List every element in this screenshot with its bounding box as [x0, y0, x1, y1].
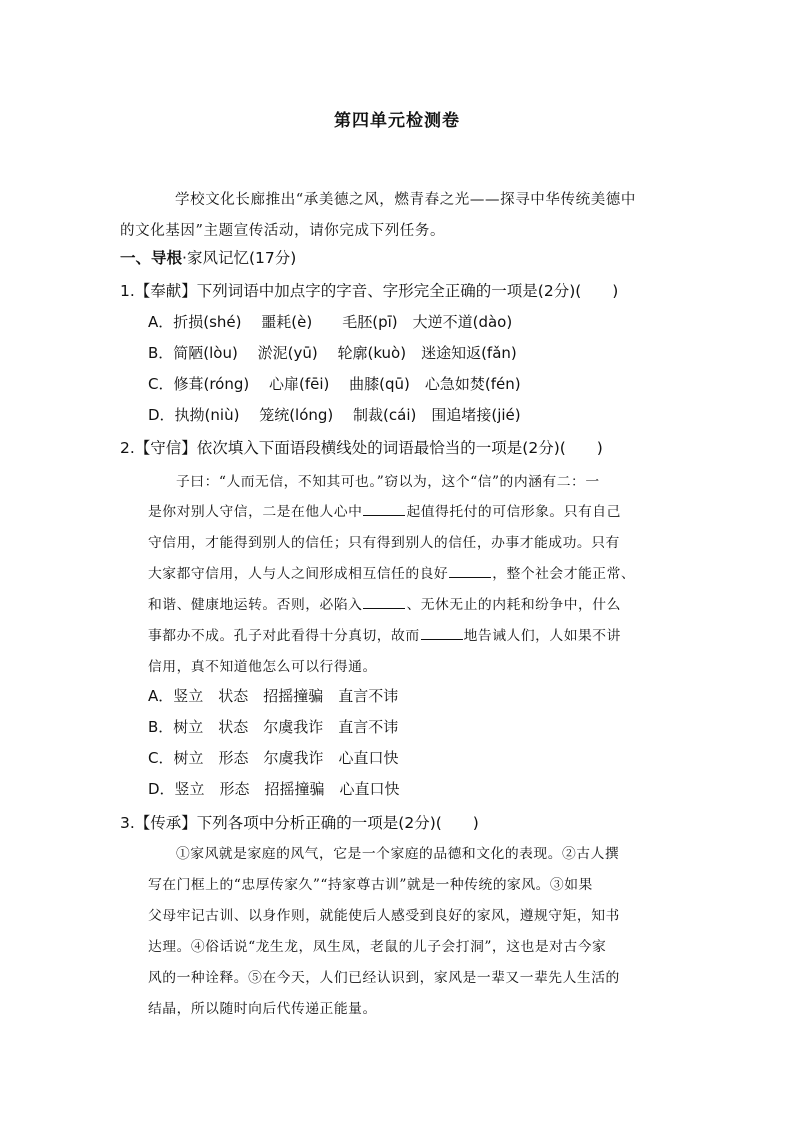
passage-line: 父母牢记古训、以身作则，就能使后人感受到良好的家风，遵规守矩，知书: [148, 908, 620, 924]
question-2-option-b[interactable]: B．树立 状态 尔虞我诈 直言不讳: [148, 718, 399, 736]
passage-line: [148, 593, 621, 613]
passage-text: 大家都守信用，人与人之间形成相互信任的良好: [148, 566, 449, 582]
passage-text: 信用，真不知道他怎么可以行得通。: [148, 659, 377, 675]
passage-line: [148, 500, 621, 520]
passage-line: [148, 624, 621, 644]
passage-text: 事都办不成。孔子对此看得十分真切，故而: [148, 628, 420, 644]
passage-line: 写在门框上的“忠厚传家久”“持家尊古训”就是一种传统的家风。③如果: [148, 877, 593, 893]
question-1-option-c[interactable]: C．修葺(róng) 心扉(fēi) 曲膝(qū) 心急如焚(fén): [148, 375, 521, 393]
question-1-option-d[interactable]: D．执拗(niù) 笼统(lóng) 制裁(cái) 围追堵接(jié): [148, 406, 521, 424]
intro-line: 学校文化长廊推出“承美德之风，燃青春之光——探寻中华传统美德中: [175, 192, 637, 208]
question-2-stem: 2.【守信】依次填入下面语段横线处的词语最恰当的一项是(2分)( ): [120, 439, 603, 457]
passage-line: [148, 531, 620, 551]
page-title: 第四单元检测卷: [334, 111, 460, 131]
intro-line: 的文化基因”主题宣传活动，请你完成下列任务。: [120, 223, 446, 239]
passage-text: 守信用，才能得到别人的信任；只有得到别人的信任，办事才能成功。只有: [148, 535, 620, 551]
question-1-stem: 1.【奉献】下列词语中加点字的字音、字形完全正确的一项是(2分)( ): [120, 282, 619, 300]
passage-line: 风的一种诠释。⑤在今天，人们已经认识到，家风是一辈又一辈先人生活的: [148, 970, 620, 986]
passage-text: 子曰：“人而无信，不知其可也。”窃以为，这个“信”的内涵有二：一: [176, 474, 600, 490]
section-subtitle: ·家风记忆(17分): [182, 249, 297, 267]
passage-text: 地告诫人们，人如果不讲: [463, 628, 621, 644]
section-heading: [120, 246, 296, 268]
fill-blank[interactable]: [449, 565, 491, 578]
passage-text: 是你对别人守信，二是在他人心中: [148, 504, 363, 520]
passage-text: 、无休无止的内耗和纷争中，什么: [406, 597, 621, 613]
passage-line: 达理。④俗话说“龙生龙，凤生凤，老鼠的儿子会打洞”，这也是对古今家: [148, 939, 607, 955]
passage-text: ，整个社会才能正常、: [492, 566, 636, 582]
passage-line: [176, 470, 600, 490]
passage-line: ①家风就是家庭的风气，它是一个家庭的品德和文化的表现。②古人撰: [176, 846, 620, 862]
passage-line: [148, 655, 377, 675]
section-label: 一、导根: [120, 249, 183, 267]
passage-line: 结晶，所以随时向后代传递正能量。: [148, 1001, 377, 1017]
passage-text: 和谐、健康地运转。否则，必陷入: [148, 597, 363, 613]
question-3-stem: 3.【传承】下列各项中分析正确的一项是(2分)( ): [120, 814, 479, 832]
fill-blank[interactable]: [363, 503, 405, 516]
question-1-option-b[interactable]: B．简陋(lòu) 淤泥(yū) 轮廓(kuò) 迷途知返(fǎn): [148, 344, 517, 362]
passage-text: 起值得托付的可信形象。只有自己: [406, 504, 621, 520]
question-1-option-a[interactable]: A．折损(shé) 噩耗(è) 毛胚(pī) 大逆不道(dào): [148, 313, 513, 331]
fill-blank[interactable]: [421, 627, 463, 640]
fill-blank[interactable]: [363, 596, 405, 609]
question-2-option-a[interactable]: A．竖立 状态 招摇撞骗 直言不讳: [148, 687, 399, 705]
question-2-option-d[interactable]: D．竖立 形态 招摇撞骗 心直口快: [148, 780, 400, 798]
question-2-option-c[interactable]: C．树立 形态 尔虞我诈 心直口快: [148, 749, 399, 767]
passage-line: [148, 562, 635, 582]
